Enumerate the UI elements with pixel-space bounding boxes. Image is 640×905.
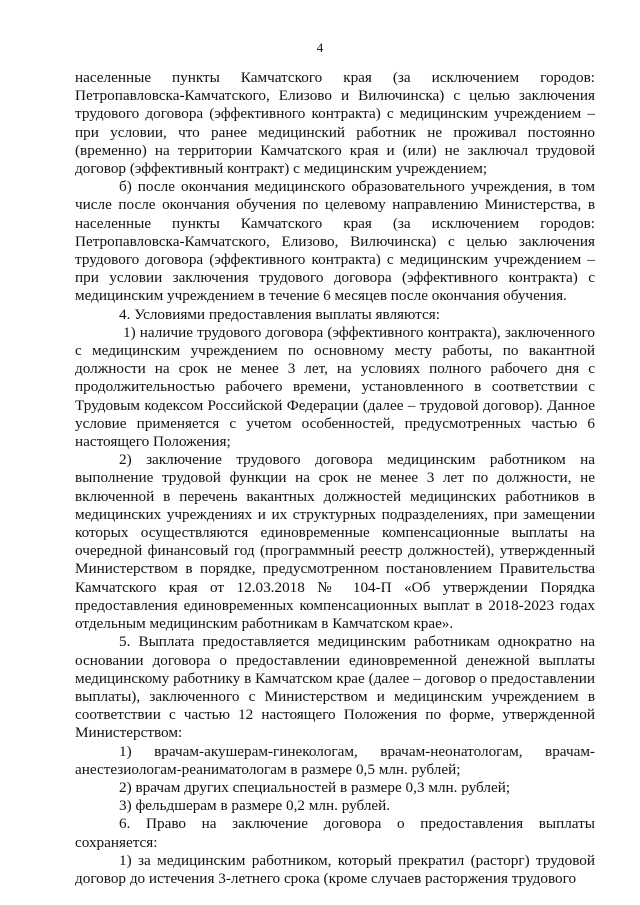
paragraph: 6. Право на заключение договора о предоставления выплаты сохраняется: xyxy=(75,815,595,851)
paragraph: 2) врачам других специальностей в размере 0,3 млн. рублей; xyxy=(119,778,511,796)
paragraph: 1) врачам-акушерам-гинекологам, врачам-неонатологам, врачам-анестезиологам-реаниматологам в размере 0,5 млн. рублей; xyxy=(75,742,595,778)
paragraph: 1) за медицинским работником, который прекратил (расторг) трудовой договор до истечения 3-летнего срока (кроме случаев расторжения трудового xyxy=(75,851,595,887)
paragraph: населенные пункты Камчатского края (за исключением городов: Петропавловска-Камчатского, Елизово и Вилючинска) с целью заключения трудового договора (эффективного контракта) с медицинским учреждением – при условии, что ранее медицинский работник не проживал постоянно (временно) на территории Камчатского края и (или) не заключал трудовой договор (эффективный контракт) с медицинским учреждением; xyxy=(75,69,595,178)
paragraph: 3) фельдшерам в размере 0,2 млн. рублей. xyxy=(119,797,391,815)
paragraph: 5. Выплата предоставляется медицинским работникам однократно на основании договора о предоставлении единовременной денежной выплаты медицинскому работнику в Камчатском крае (далее – договор о предоставлении выплаты), заключенного с Министерством и медицинским учреждением в соответствии с частью 12 настоящего Положения по форме, утвержденной Министерством: xyxy=(75,633,595,742)
document-body xyxy=(75,69,595,888)
paragraph: 4. Условиями предоставления выплаты являются: xyxy=(119,305,440,323)
paragraph: б) после окончания медицинского образовательного учреждения, в том числе после окончания обучения по целевому направлению Министерства, в населенные пункты Камчатского края (за исключением городов: Петропавловска-Камчатского, Елизово, Вилючинска) с целью заключения трудового договора (эффективного контракта) с медицинским учреждением – при условии заключения трудового договора (эффективного контракта) с медицинским учреждением в течение 6 месяцев после окончания обучения. xyxy=(75,178,595,305)
page-number: 4 xyxy=(316,40,324,55)
paragraph: 1) наличие трудового договора (эффективного контракта), заключенного с медицинским учреждением по основному месту работы, по вакантной должности на срок не менее 3 лет, на условиях полного рабочего дня с продолжительностью рабочего времени, установленного в соответствии с Трудовым кодексом Российской Федерации (далее – трудовой договор). Данное условие применяется с учетом особенностей, предусмотренных частью 6 настоящего Положения; xyxy=(75,323,595,451)
paragraph: 2) заключение трудового договора медицинским работником на выполнение трудовой функции на срок не менее 3 лет по должности, не включенной в перечень вакантных должностей медицинских работников в медицинских учреждениях и их структурных подразделениях, при замещении которых осуществляются единовременные компенсационные выплаты на очередной финансовый год (программный реестр должностей), утвержденный Министерством в порядке, предусмотренном постановлением Правительства Камчатского края от 12.03.2018 № 104-П «Об утверждении Порядка предоставления единовременных компенсационных выплат в 2018-2023 годах отдельным медицинским работникам в Камчатском крае». xyxy=(75,451,595,633)
